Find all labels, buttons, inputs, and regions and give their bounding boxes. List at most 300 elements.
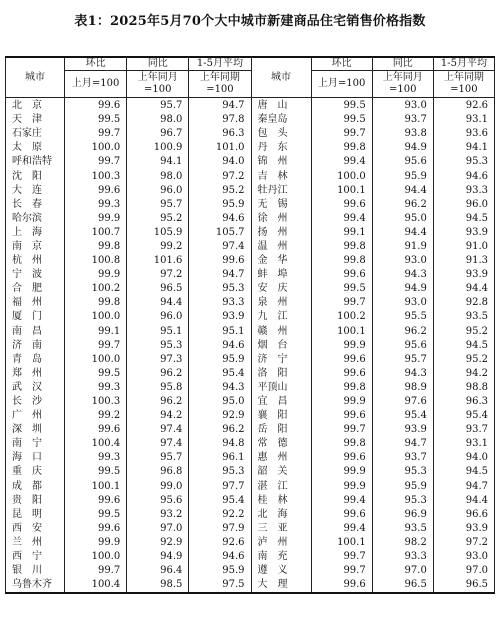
right-yoy-cell: 97.0 — [372, 564, 433, 578]
left-avg-cell: 94.6 — [189, 339, 251, 353]
table-row — [6, 564, 495, 578]
table-row — [6, 550, 495, 564]
right-avg-cell: 96.6 — [433, 508, 494, 522]
left-avg-cell: 94.0 — [189, 155, 251, 169]
right-avg-cell: 94.1 — [433, 141, 494, 155]
right-mom-cell: 99.9 — [311, 395, 372, 409]
right-mom-cell: 99.7 — [311, 550, 372, 564]
right-avg-cell: 94.0 — [433, 451, 494, 465]
right-city-cell: 泸 州 — [251, 536, 311, 550]
right-mom-cell: 99.6 — [311, 578, 372, 593]
left-avg-cell: 101.0 — [189, 141, 251, 155]
right-avg-cell: 93.9 — [433, 522, 494, 536]
right-city-cell: 吉 林 — [251, 169, 311, 183]
left-city-cell: 银 川 — [6, 564, 65, 578]
table-row — [6, 127, 495, 141]
left-yoy-cell: 97.4 — [127, 437, 189, 451]
right-mom-cell: 99.6 — [311, 508, 372, 522]
header-mom-sub-left: 上月=100 — [65, 71, 127, 98]
left-city-cell: 呼和浩特 — [6, 155, 65, 169]
left-avg-cell: 93.3 — [189, 296, 251, 310]
right-yoy-cell: 95.6 — [372, 155, 433, 169]
left-yoy-cell: 95.7 — [127, 451, 189, 465]
left-yoy-cell: 93.2 — [127, 508, 189, 522]
left-city-cell: 深 圳 — [6, 423, 65, 437]
table-row — [6, 98, 495, 114]
right-avg-cell: 97.2 — [433, 536, 494, 550]
left-yoy-cell: 94.9 — [127, 550, 189, 564]
left-yoy-cell: 105.9 — [127, 226, 189, 240]
table-row — [6, 155, 495, 169]
right-yoy-cell: 94.9 — [372, 282, 433, 296]
left-yoy-cell: 99.2 — [127, 240, 189, 254]
right-city-cell: 洛 阳 — [251, 367, 311, 381]
left-mom-cell: 99.6 — [65, 98, 127, 114]
left-avg-cell: 96.1 — [189, 451, 251, 465]
right-city-cell: 无 锡 — [251, 198, 311, 212]
left-yoy-cell: 92.9 — [127, 536, 189, 550]
right-city-cell: 烟 台 — [251, 339, 311, 353]
right-city-cell: 湛 江 — [251, 480, 311, 494]
right-city-cell: 徐 州 — [251, 212, 311, 226]
right-mom-cell: 99.6 — [311, 353, 372, 367]
left-city-cell: 宁 波 — [6, 268, 65, 282]
right-mom-cell: 99.6 — [311, 451, 372, 465]
right-avg-cell: 94.5 — [433, 465, 494, 479]
right-avg-cell: 93.7 — [433, 423, 494, 437]
right-avg-cell: 93.6 — [433, 127, 494, 141]
right-mom-cell: 99.4 — [311, 155, 372, 169]
right-city-cell: 北 海 — [251, 508, 311, 522]
right-avg-cell: 93.1 — [433, 437, 494, 451]
table-row — [6, 367, 495, 381]
left-city-cell: 海 口 — [6, 451, 65, 465]
left-avg-cell: 94.7 — [189, 268, 251, 282]
right-avg-cell: 93.0 — [433, 550, 494, 564]
right-city-cell: 秦皇岛 — [251, 113, 311, 127]
left-avg-cell: 95.0 — [189, 395, 251, 409]
right-yoy-cell: 95.3 — [372, 465, 433, 479]
table-row — [6, 451, 495, 465]
header-avg-sub-left: 上年同期 =100 — [189, 71, 251, 98]
table-row — [6, 240, 495, 254]
left-city-cell: 广 州 — [6, 409, 65, 423]
right-city-cell: 宜 昌 — [251, 395, 311, 409]
table-row — [6, 254, 495, 268]
left-yoy-cell: 96.8 — [127, 465, 189, 479]
left-mom-cell: 99.5 — [65, 465, 127, 479]
left-mom-cell: 99.6 — [65, 184, 127, 198]
left-mom-cell: 99.7 — [65, 339, 127, 353]
left-avg-cell: 95.9 — [189, 198, 251, 212]
right-yoy-cell: 96.9 — [372, 508, 433, 522]
header-yoy-sub-left: 上年同月 =100 — [127, 71, 189, 98]
right-yoy-cell: 93.8 — [372, 127, 433, 141]
right-city-cell: 岳 阳 — [251, 423, 311, 437]
right-mom-cell: 99.5 — [311, 98, 372, 114]
left-avg-cell: 94.6 — [189, 212, 251, 226]
right-avg-cell: 94.7 — [433, 480, 494, 494]
right-city-cell: 遵 义 — [251, 564, 311, 578]
right-yoy-cell: 93.0 — [372, 296, 433, 310]
left-mom-cell: 99.6 — [65, 494, 127, 508]
table-row — [6, 536, 495, 550]
left-yoy-cell: 101.6 — [127, 254, 189, 268]
right-city-cell: 常 德 — [251, 437, 311, 451]
right-mom-cell: 99.6 — [311, 409, 372, 423]
left-yoy-cell: 94.1 — [127, 155, 189, 169]
left-avg-cell: 94.7 — [189, 98, 251, 114]
right-city-cell: 牡丹江 — [251, 184, 311, 198]
right-avg-cell: 96.3 — [433, 395, 494, 409]
left-city-cell: 兰 州 — [6, 536, 65, 550]
left-yoy-cell: 96.5 — [127, 282, 189, 296]
right-yoy-cell: 96.2 — [372, 198, 433, 212]
left-mom-cell: 99.9 — [65, 212, 127, 226]
left-mom-cell: 100.0 — [65, 550, 127, 564]
right-city-cell: 泉 州 — [251, 296, 311, 310]
left-city-cell: 西 宁 — [6, 550, 65, 564]
right-yoy-cell: 93.9 — [372, 423, 433, 437]
left-avg-cell: 97.7 — [189, 480, 251, 494]
header-yoy-sub-right: 上年同月 =100 — [372, 71, 433, 98]
right-city-cell: 平顶山 — [251, 381, 311, 395]
left-avg-cell: 95.2 — [189, 184, 251, 198]
right-avg-cell: 94.5 — [433, 212, 494, 226]
left-yoy-cell: 95.2 — [127, 212, 189, 226]
right-avg-cell: 93.1 — [433, 113, 494, 127]
right-yoy-cell: 95.6 — [372, 339, 433, 353]
left-yoy-cell: 99.0 — [127, 480, 189, 494]
table-row — [6, 494, 495, 508]
right-avg-cell: 91.0 — [433, 240, 494, 254]
left-avg-cell: 97.2 — [189, 169, 251, 183]
right-avg-cell: 94.4 — [433, 494, 494, 508]
left-avg-cell: 94.6 — [189, 550, 251, 564]
left-city-cell: 太 原 — [6, 141, 65, 155]
header-mom-left: 环比 — [65, 57, 127, 71]
right-mom-cell: 100.0 — [311, 169, 372, 183]
left-mom-cell: 99.6 — [65, 423, 127, 437]
right-yoy-cell: 95.5 — [372, 310, 433, 324]
table-row — [6, 184, 495, 198]
right-avg-cell: 96.5 — [433, 578, 494, 593]
right-avg-cell: 95.2 — [433, 325, 494, 339]
left-mom-cell: 99.7 — [65, 564, 127, 578]
left-mom-cell: 100.3 — [65, 169, 127, 183]
right-mom-cell: 99.8 — [311, 381, 372, 395]
left-city-cell: 杭 州 — [6, 254, 65, 268]
right-avg-cell: 94.4 — [433, 282, 494, 296]
right-mom-cell: 99.4 — [311, 522, 372, 536]
left-avg-cell: 97.9 — [189, 522, 251, 536]
right-city-cell: 九 江 — [251, 310, 311, 324]
right-mom-cell: 99.9 — [311, 465, 372, 479]
left-avg-cell: 95.9 — [189, 564, 251, 578]
left-avg-cell: 92.2 — [189, 508, 251, 522]
left-city-cell: 上 海 — [6, 226, 65, 240]
left-yoy-cell: 97.2 — [127, 268, 189, 282]
right-mom-cell: 99.5 — [311, 113, 372, 127]
left-city-cell: 北 京 — [6, 98, 65, 114]
left-city-cell: 合 肥 — [6, 282, 65, 296]
header-city-right: 城市 — [251, 57, 311, 98]
right-yoy-cell: 93.7 — [372, 113, 433, 127]
left-avg-cell: 95.4 — [189, 494, 251, 508]
left-city-cell: 贵 阳 — [6, 494, 65, 508]
left-yoy-cell: 97.3 — [127, 353, 189, 367]
header-avg-left: 1-5月平均 — [189, 57, 251, 71]
right-city-cell: 南 充 — [251, 550, 311, 564]
left-avg-cell: 95.9 — [189, 353, 251, 367]
right-yoy-cell: 93.0 — [372, 254, 433, 268]
table-row — [6, 508, 495, 522]
right-mom-cell: 100.2 — [311, 310, 372, 324]
right-yoy-cell: 93.7 — [372, 451, 433, 465]
right-yoy-cell: 98.2 — [372, 536, 433, 550]
right-yoy-cell: 95.9 — [372, 480, 433, 494]
table-row — [6, 578, 495, 593]
left-city-cell: 哈尔滨 — [6, 212, 65, 226]
left-yoy-cell: 97.4 — [127, 423, 189, 437]
right-avg-cell: 94.5 — [433, 339, 494, 353]
header-mom-right: 环比 — [311, 57, 372, 71]
left-yoy-cell: 95.3 — [127, 339, 189, 353]
table-row — [6, 141, 495, 155]
left-yoy-cell: 97.0 — [127, 522, 189, 536]
left-avg-cell: 105.7 — [189, 226, 251, 240]
right-mom-cell: 100.1 — [311, 325, 372, 339]
right-mom-cell: 100.1 — [311, 536, 372, 550]
left-mom-cell: 99.2 — [65, 409, 127, 423]
header-avg-right: 1-5月平均 — [433, 57, 494, 71]
right-yoy-cell: 93.3 — [372, 550, 433, 564]
right-yoy-cell: 95.3 — [372, 494, 433, 508]
left-mom-cell: 99.3 — [65, 451, 127, 465]
header-yoy-right: 同比 — [372, 57, 433, 71]
left-city-cell: 武 汉 — [6, 381, 65, 395]
left-city-cell: 长 沙 — [6, 395, 65, 409]
right-yoy-cell: 95.7 — [372, 353, 433, 367]
right-city-cell: 赣 州 — [251, 325, 311, 339]
right-mom-cell: 99.8 — [311, 240, 372, 254]
right-city-cell: 桂 林 — [251, 494, 311, 508]
right-mom-cell: 99.8 — [311, 141, 372, 155]
left-avg-cell: 97.5 — [189, 578, 251, 593]
left-city-cell: 石家庄 — [6, 127, 65, 141]
right-yoy-cell: 95.9 — [372, 169, 433, 183]
table-row — [6, 465, 495, 479]
left-mom-cell: 100.0 — [65, 141, 127, 155]
table-row — [6, 409, 495, 423]
price-index-table — [5, 56, 495, 594]
right-yoy-cell: 96.2 — [372, 325, 433, 339]
left-yoy-cell: 95.1 — [127, 325, 189, 339]
left-city-cell: 重 庆 — [6, 465, 65, 479]
left-yoy-cell: 96.0 — [127, 310, 189, 324]
left-city-cell: 南 宁 — [6, 437, 65, 451]
right-mom-cell: 99.6 — [311, 268, 372, 282]
left-avg-cell: 94.8 — [189, 437, 251, 451]
right-avg-cell: 96.0 — [433, 198, 494, 212]
left-yoy-cell: 95.7 — [127, 98, 189, 114]
left-mom-cell: 99.7 — [65, 127, 127, 141]
left-yoy-cell: 96.4 — [127, 564, 189, 578]
left-yoy-cell: 100.9 — [127, 141, 189, 155]
left-mom-cell: 100.2 — [65, 282, 127, 296]
left-yoy-cell: 95.7 — [127, 198, 189, 212]
right-mom-cell: 99.7 — [311, 296, 372, 310]
right-city-cell: 蚌 埠 — [251, 268, 311, 282]
left-yoy-cell: 96.2 — [127, 395, 189, 409]
right-yoy-cell: 94.4 — [372, 226, 433, 240]
right-mom-cell: 99.1 — [311, 226, 372, 240]
right-city-cell: 韶 关 — [251, 465, 311, 479]
right-mom-cell: 99.6 — [311, 198, 372, 212]
table-row — [6, 226, 495, 240]
right-city-cell: 惠 州 — [251, 451, 311, 465]
left-mom-cell: 100.7 — [65, 226, 127, 240]
right-yoy-cell: 94.4 — [372, 184, 433, 198]
table-row — [6, 325, 495, 339]
table-row — [6, 282, 495, 296]
left-city-cell: 西 安 — [6, 522, 65, 536]
right-mom-cell: 99.5 — [311, 282, 372, 296]
right-yoy-cell: 95.0 — [372, 212, 433, 226]
right-mom-cell: 99.7 — [311, 564, 372, 578]
table-row — [6, 268, 495, 282]
right-avg-cell: 92.6 — [433, 98, 494, 114]
right-city-cell: 丹 东 — [251, 141, 311, 155]
left-avg-cell: 95.1 — [189, 325, 251, 339]
left-avg-cell: 95.3 — [189, 465, 251, 479]
left-city-cell: 福 州 — [6, 296, 65, 310]
right-city-cell: 温 州 — [251, 240, 311, 254]
left-avg-cell: 92.9 — [189, 409, 251, 423]
left-city-cell: 厦 门 — [6, 310, 65, 324]
right-city-cell: 锦 州 — [251, 155, 311, 169]
left-mom-cell: 100.3 — [65, 395, 127, 409]
right-city-cell: 三 亚 — [251, 522, 311, 536]
left-avg-cell: 99.6 — [189, 254, 251, 268]
left-yoy-cell: 94.4 — [127, 296, 189, 310]
left-city-cell: 青 岛 — [6, 353, 65, 367]
right-city-cell: 金 华 — [251, 254, 311, 268]
right-yoy-cell: 98.9 — [372, 381, 433, 395]
left-yoy-cell: 96.2 — [127, 367, 189, 381]
left-yoy-cell: 98.0 — [127, 113, 189, 127]
left-mom-cell: 99.9 — [65, 536, 127, 550]
left-avg-cell: 96.3 — [189, 127, 251, 141]
left-city-cell: 沈 阳 — [6, 169, 65, 183]
table-row — [6, 480, 495, 494]
table-row — [6, 339, 495, 353]
right-avg-cell: 97.0 — [433, 564, 494, 578]
left-mom-cell: 99.8 — [65, 296, 127, 310]
left-mom-cell: 99.5 — [65, 113, 127, 127]
left-avg-cell: 97.4 — [189, 240, 251, 254]
left-city-cell: 昆 明 — [6, 508, 65, 522]
left-city-cell: 大 连 — [6, 184, 65, 198]
left-city-cell: 乌鲁木齐 — [6, 578, 65, 593]
left-yoy-cell: 98.5 — [127, 578, 189, 593]
right-avg-cell: 95.2 — [433, 353, 494, 367]
right-city-cell: 扬 州 — [251, 226, 311, 240]
right-avg-cell: 95.4 — [433, 409, 494, 423]
table-row — [6, 296, 495, 310]
left-city-cell: 南 京 — [6, 240, 65, 254]
right-mom-cell: 99.8 — [311, 254, 372, 268]
right-avg-cell: 91.3 — [433, 254, 494, 268]
table-row — [6, 169, 495, 183]
right-yoy-cell: 94.7 — [372, 437, 433, 451]
right-city-cell: 唐 山 — [251, 98, 311, 114]
left-mom-cell: 100.0 — [65, 353, 127, 367]
table-row — [6, 437, 495, 451]
right-yoy-cell: 93.5 — [372, 522, 433, 536]
left-mom-cell: 99.5 — [65, 367, 127, 381]
left-mom-cell: 99.6 — [65, 522, 127, 536]
left-mom-cell: 99.7 — [65, 155, 127, 169]
right-city-cell: 包 头 — [251, 127, 311, 141]
left-city-cell: 成 都 — [6, 480, 65, 494]
left-avg-cell: 95.4 — [189, 367, 251, 381]
right-avg-cell: 94.6 — [433, 169, 494, 183]
right-mom-cell: 100.1 — [311, 184, 372, 198]
left-yoy-cell: 94.2 — [127, 409, 189, 423]
page-title: 表1：2025年5月70个大中城市新建商品住宅销售价格指数 — [74, 14, 426, 29]
right-avg-cell: 94.2 — [433, 367, 494, 381]
right-yoy-cell: 93.0 — [372, 98, 433, 114]
right-avg-cell: 93.5 — [433, 310, 494, 324]
left-mom-cell: 99.3 — [65, 381, 127, 395]
right-avg-cell: 92.8 — [433, 296, 494, 310]
left-mom-cell: 100.4 — [65, 578, 127, 593]
right-city-cell: 安 庆 — [251, 282, 311, 296]
left-avg-cell: 96.2 — [189, 423, 251, 437]
table-row — [6, 198, 495, 212]
left-avg-cell: 94.3 — [189, 381, 251, 395]
right-mom-cell: 99.9 — [311, 339, 372, 353]
right-avg-cell: 93.3 — [433, 184, 494, 198]
left-mom-cell: 99.3 — [65, 198, 127, 212]
left-mom-cell: 100.0 — [65, 310, 127, 324]
left-yoy-cell: 95.6 — [127, 494, 189, 508]
table-row — [6, 212, 495, 226]
right-mom-cell: 99.6 — [311, 367, 372, 381]
header-city-left: 城市 — [6, 57, 65, 98]
right-mom-cell: 99.8 — [311, 437, 372, 451]
left-city-cell: 天 津 — [6, 113, 65, 127]
left-avg-cell: 95.3 — [189, 282, 251, 296]
right-yoy-cell: 97.6 — [372, 395, 433, 409]
left-yoy-cell: 96.7 — [127, 127, 189, 141]
right-avg-cell: 98.8 — [433, 381, 494, 395]
right-mom-cell: 99.4 — [311, 494, 372, 508]
right-avg-cell: 93.9 — [433, 268, 494, 282]
left-mom-cell: 99.9 — [65, 268, 127, 282]
table-row — [6, 113, 495, 127]
left-city-cell: 长 春 — [6, 198, 65, 212]
right-city-cell: 大 理 — [251, 578, 311, 593]
right-yoy-cell: 94.9 — [372, 141, 433, 155]
left-yoy-cell: 96.0 — [127, 184, 189, 198]
left-avg-cell: 92.6 — [189, 536, 251, 550]
right-avg-cell: 93.9 — [433, 226, 494, 240]
table-row — [6, 381, 495, 395]
left-mom-cell: 100.8 — [65, 254, 127, 268]
right-yoy-cell: 94.3 — [372, 367, 433, 381]
